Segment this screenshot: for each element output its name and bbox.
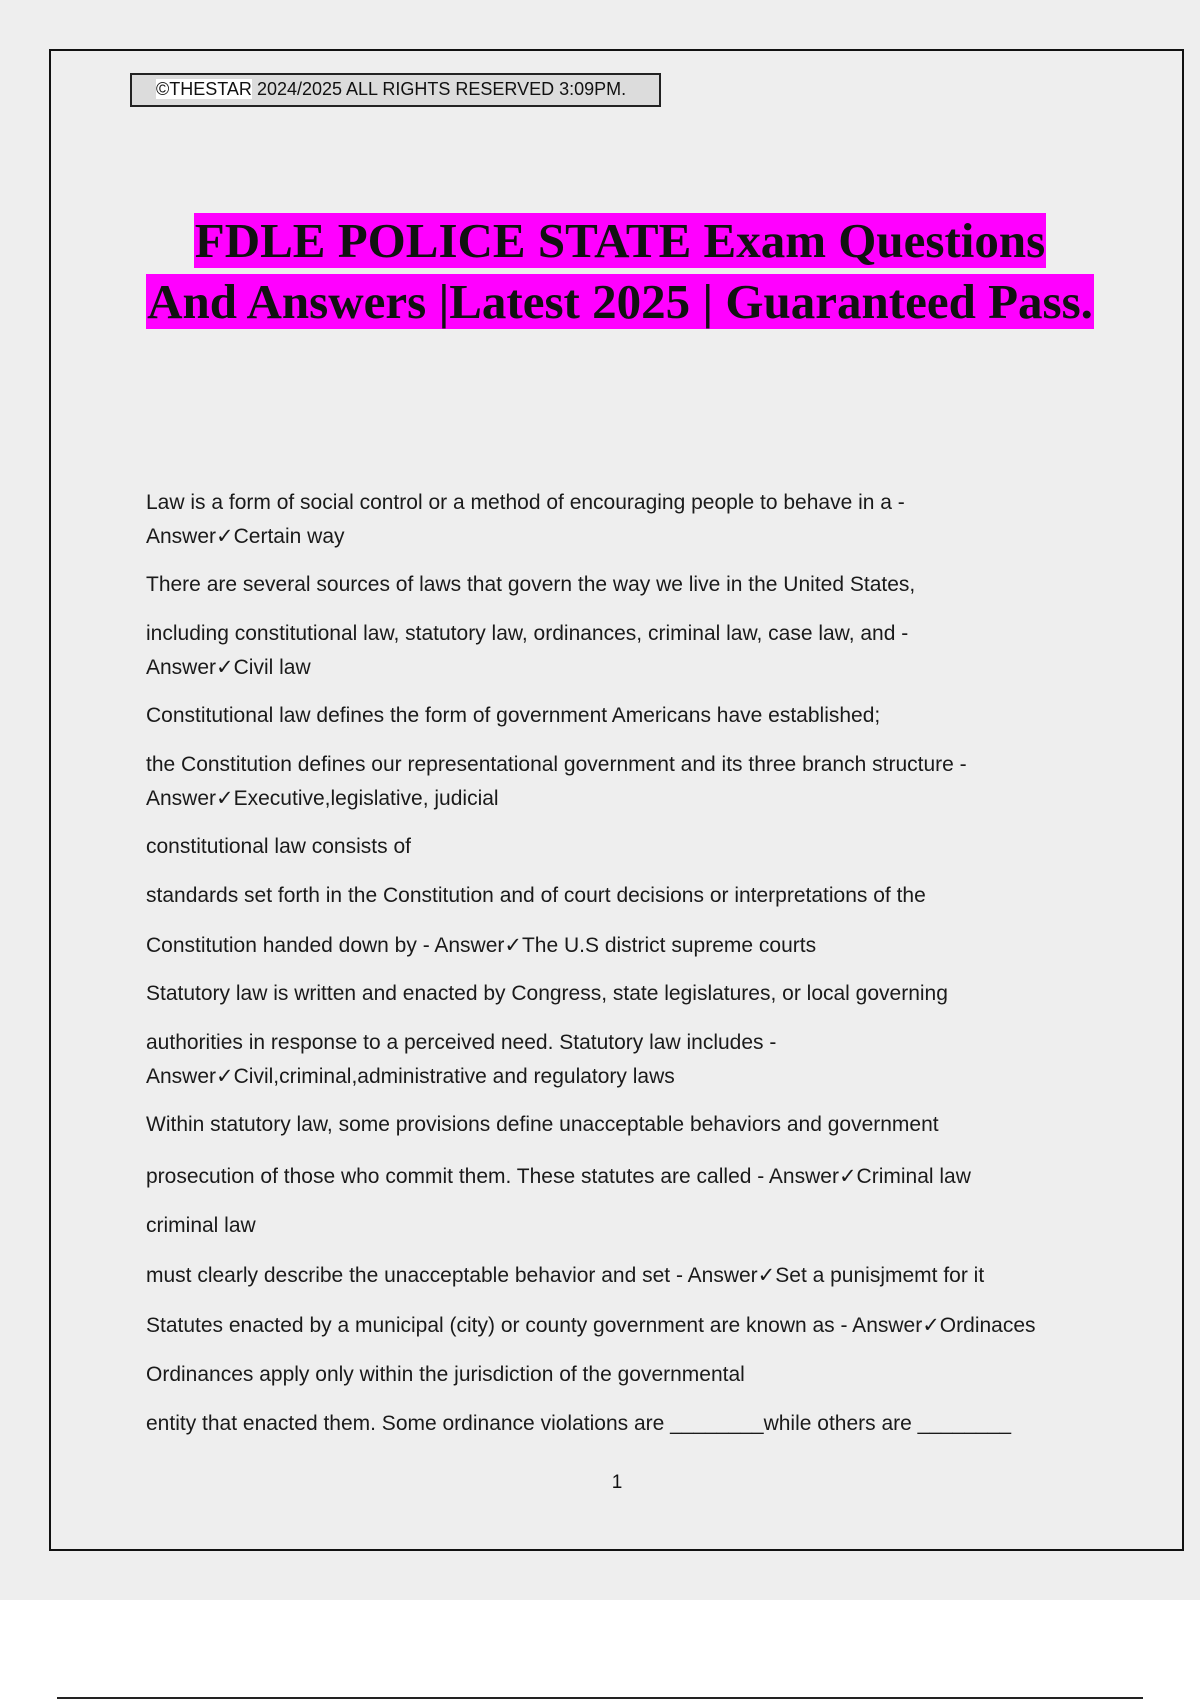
text-line: constitutional law consists of [146,835,411,858]
text-line: Answer✓Certain way [146,525,345,548]
text-line: prosecution of those who commit them. These statutes are called - Answer✓Criminal law [146,1165,971,1188]
text-line: must clearly describe the unacceptable behavior and set - Answer✓Set a punisjmemt for it [146,1264,985,1287]
copyright-brand: ©THESTAR [156,79,252,99]
text-line: Law is a form of social control or a method of encouraging people to behave in a - [146,491,905,514]
page-number: 1 [611,1472,623,1493]
next-page-rule [57,1697,1143,1699]
text-line: Statutory law is written and enacted by Congress, state legislatures, or local governing [146,982,948,1005]
copyright-header [130,73,661,107]
document-title [100,210,1140,332]
copyright-text: 2024/2025 ALL RIGHTS RESERVED 3:09PM. [251,79,627,99]
text-line: Answer✓Executive,legislative, judicial [146,787,499,810]
text-line: Constitution handed down by - Answer✓The U.S district supreme courts [146,934,817,957]
text-line: standards set forth in the Constitution and of court decisions or interpretations of the [146,884,926,907]
text-line: Answer✓Civil law [146,656,311,679]
text-line: Constitutional law defines the form of government Americans have established; [146,704,881,727]
text-line: Ordinances apply only within the jurisdiction of the governmental [146,1363,745,1386]
text-line: Answer✓Civil,criminal,administrative and regulatory laws [146,1065,675,1088]
text-line: criminal law [146,1214,256,1237]
text-line: the Constitution defines our representational government and its three branch structure - [146,753,967,776]
title-line-1: FDLE POLICE STATE Exam Questions [194,213,1046,268]
text-line: including constitutional law, statutory law, ordinances, criminal law, case law, and - [146,622,909,645]
text-line: There are several sources of laws that govern the way we live in the United States, [146,573,916,596]
title-line-2: And Answers |Latest 2025 | Guaranteed Pass. [147,274,1093,329]
text-line: Within statutory law, some provisions define unacceptable behaviors and government [146,1113,939,1136]
text-line: Statutes enacted by a municipal (city) or county government are known as - Answer✓Ordinaces [146,1314,1036,1337]
text-line: authorities in response to a perceived need. Statutory law includes - [146,1031,777,1054]
text-line: entity that enacted them. Some ordinance violations are ________while others are ________ [146,1412,1012,1435]
